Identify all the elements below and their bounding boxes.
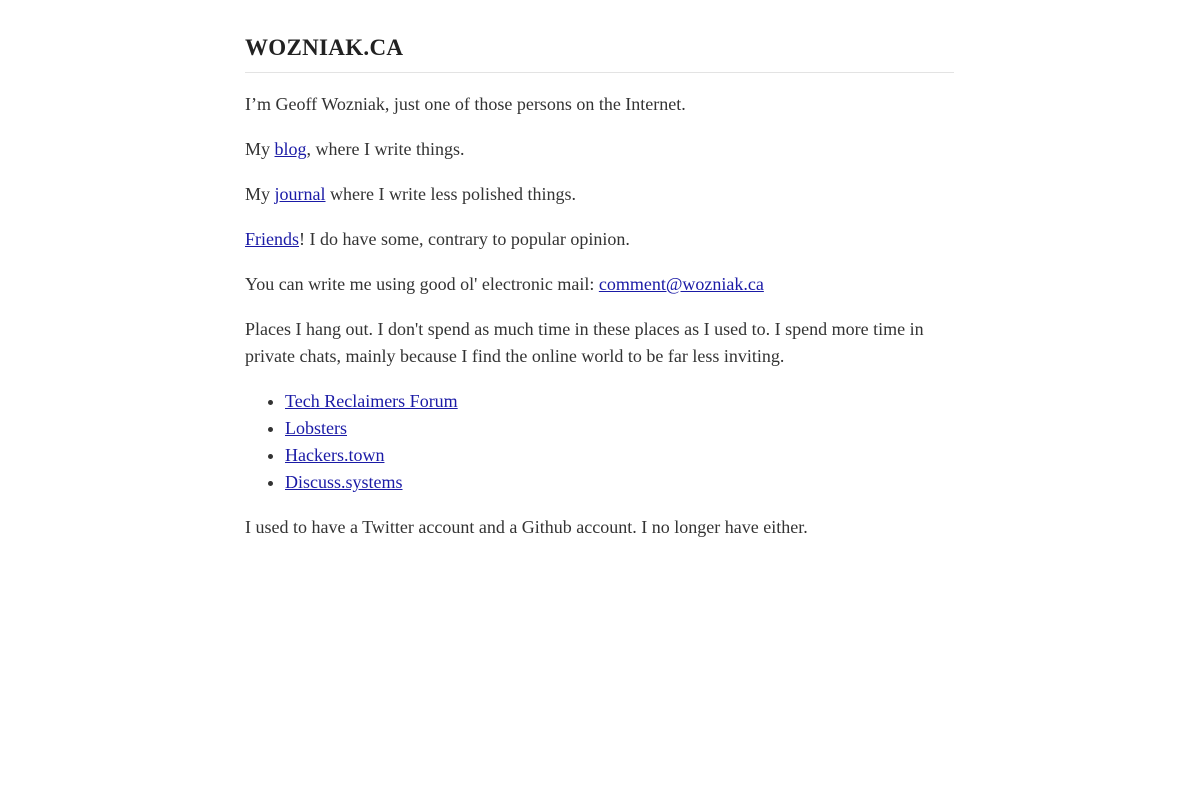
- lobsters-link[interactable]: Lobsters: [285, 418, 347, 438]
- blog-paragraph: [245, 136, 954, 163]
- intro-text: I’m Geoff Wozniak, just one of those persons on the Internet.: [245, 94, 686, 114]
- journal-paragraph: [245, 181, 954, 208]
- closing-text: I used to have a Twitter account and a Github account. I no longer have either.: [245, 517, 808, 537]
- email-link[interactable]: comment@wozniak.ca: [598, 274, 764, 294]
- list-item: [285, 388, 954, 415]
- hackers-town-link[interactable]: Hackers.town: [285, 445, 385, 465]
- places-list: [245, 388, 954, 496]
- tech-reclaimers-link[interactable]: Tech Reclaimers Forum: [285, 391, 458, 411]
- blog-prefix: My: [245, 139, 275, 159]
- journal-link[interactable]: journal: [274, 184, 326, 204]
- blog-suffix: , where I write things.: [306, 139, 465, 159]
- places-text: Places I hang out. I don't spend as much time in these places as I used to. I spend more time in private chats, mainly because I find the online world to be far less inviting.: [245, 319, 924, 366]
- journal-suffix: where I write less polished things.: [325, 184, 576, 204]
- discuss-systems-link[interactable]: Discuss.systems: [285, 472, 403, 492]
- email-prefix: You can write me using good ol' electronic mail:: [245, 274, 599, 294]
- page-content: [245, 32, 954, 541]
- friends-suffix: ! I do have some, contrary to popular opinion.: [299, 229, 630, 249]
- friends-paragraph: [245, 226, 954, 253]
- journal-prefix: My: [245, 184, 275, 204]
- list-item: [285, 469, 954, 496]
- list-item: [285, 415, 954, 442]
- site-title: WOZNIAK.CA: [245, 32, 954, 73]
- blog-link[interactable]: blog: [274, 139, 307, 159]
- list-item: [285, 442, 954, 469]
- friends-link[interactable]: Friends: [245, 229, 299, 249]
- email-paragraph: [245, 271, 954, 298]
